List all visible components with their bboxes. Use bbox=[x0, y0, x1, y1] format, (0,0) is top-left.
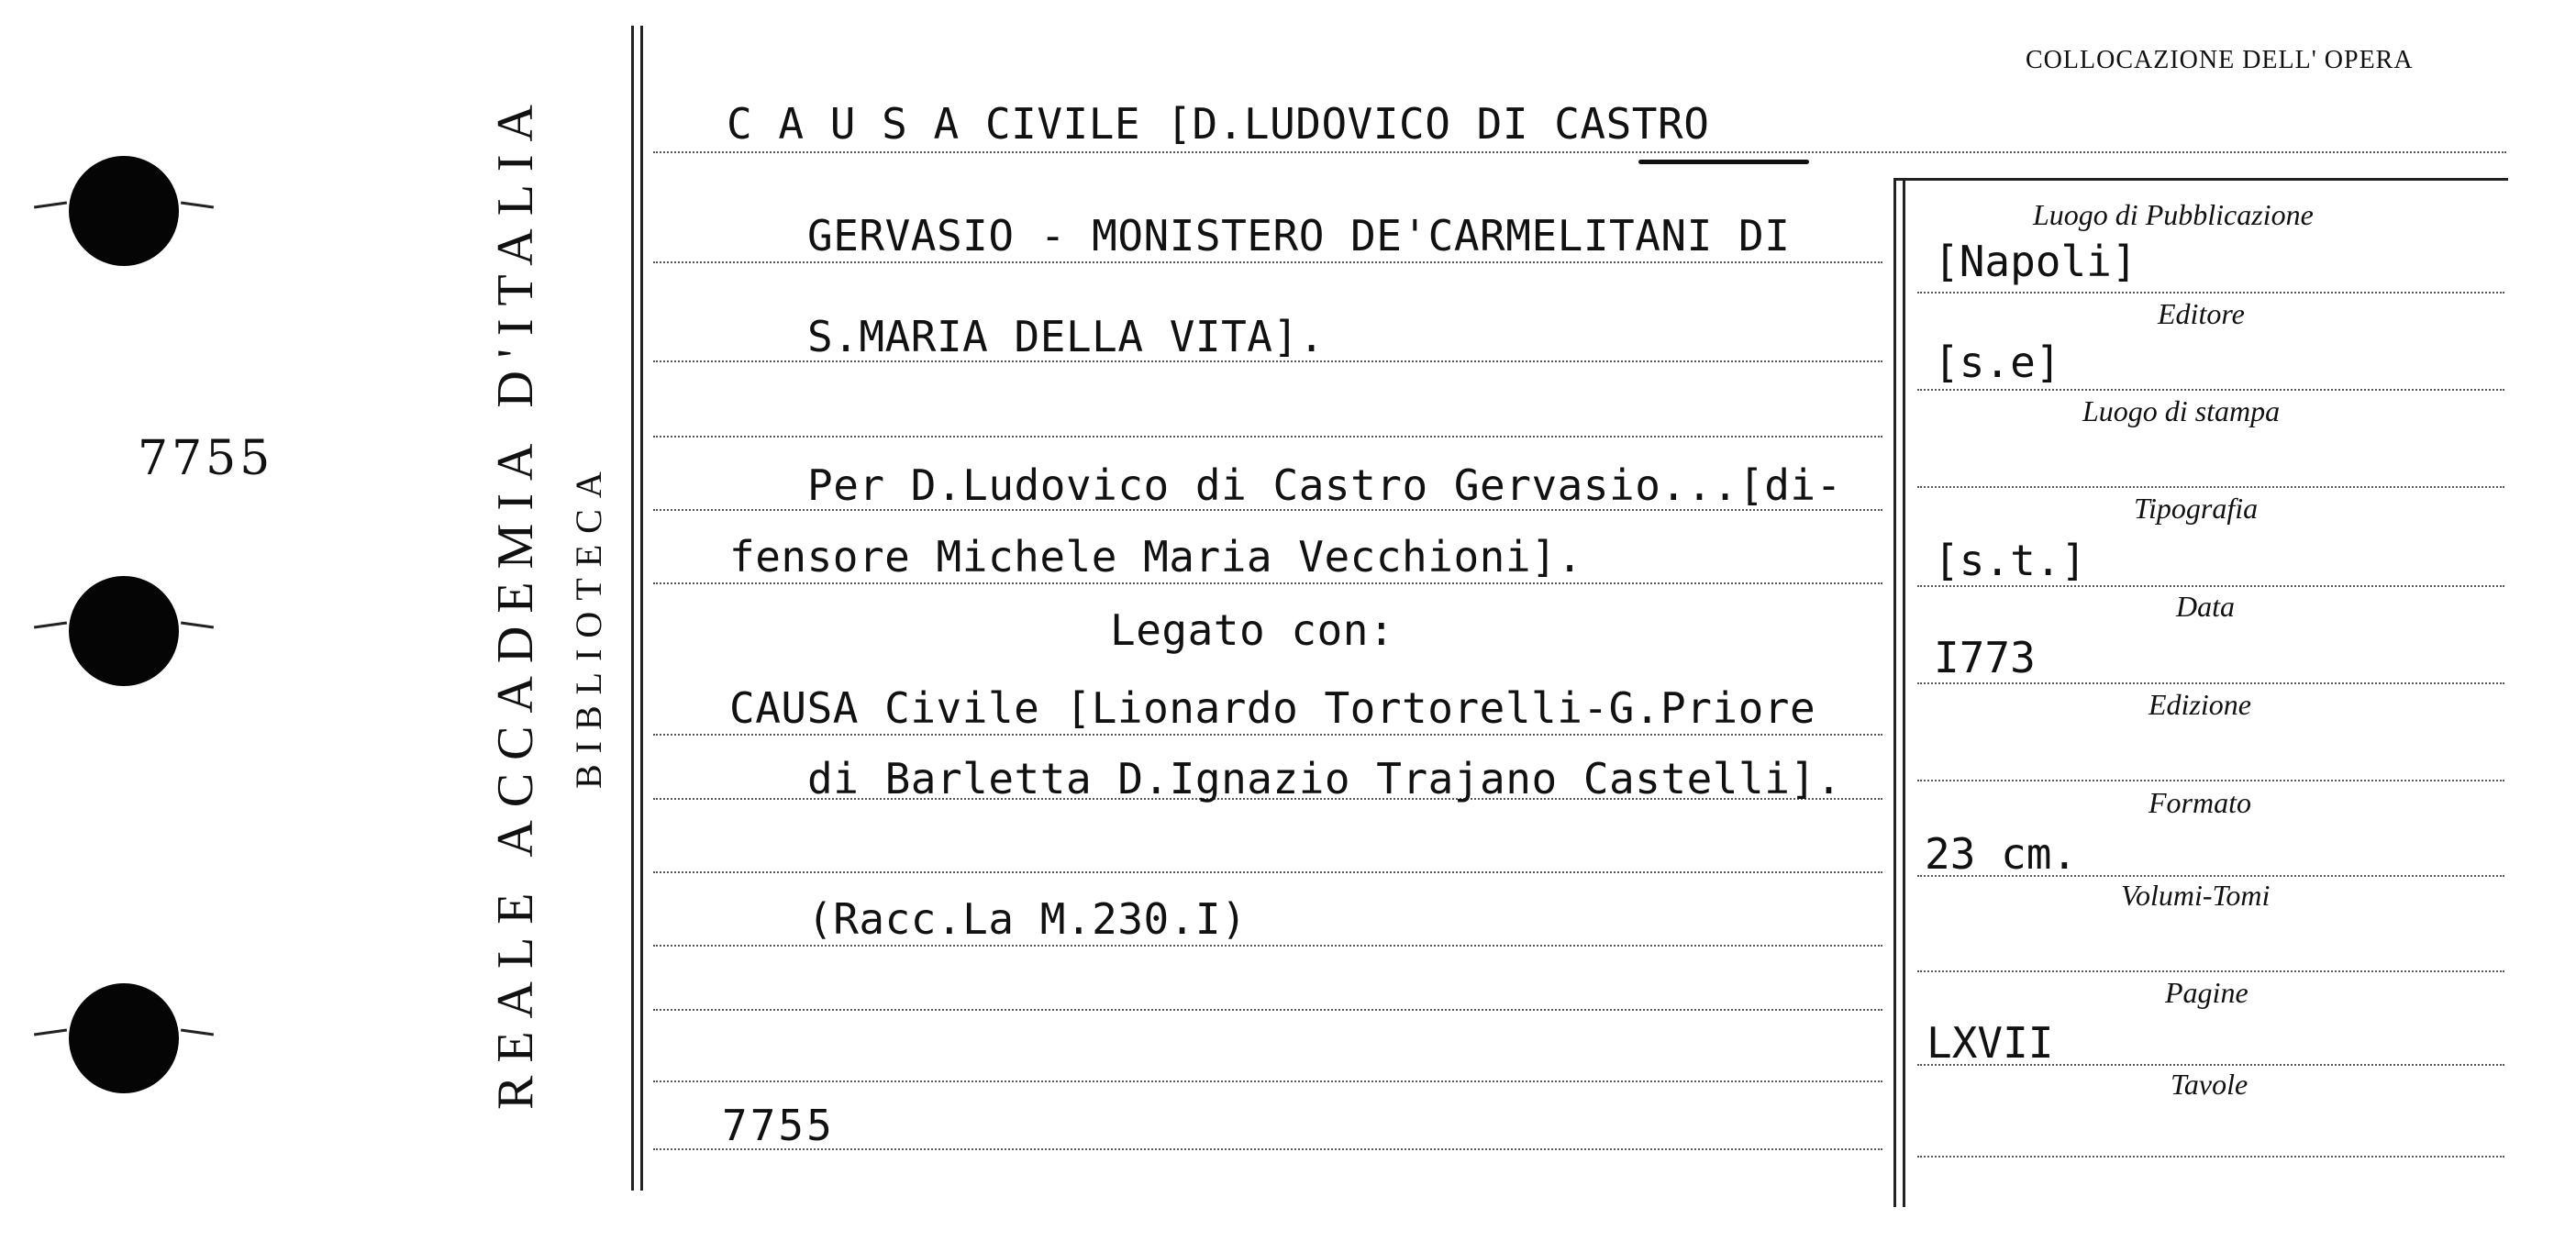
field-value-pagine: LXVII bbox=[1926, 1018, 2054, 1068]
field-rule-4 bbox=[1917, 682, 2504, 684]
field-rule-7 bbox=[1917, 970, 2504, 972]
field-rule-1 bbox=[1917, 389, 2504, 391]
punch-hole-bottom bbox=[69, 983, 179, 1093]
entry-rule-7 bbox=[653, 734, 1882, 736]
field-label-volumi-tomi: Volumi-Tomi bbox=[2121, 879, 2271, 912]
entry-line-6: Legato con: bbox=[1110, 605, 1395, 655]
panel-double-rule-b bbox=[1903, 180, 1905, 1207]
left-double-rule-a bbox=[631, 26, 634, 1191]
field-label-edizione: Edizione bbox=[2149, 688, 2251, 721]
entry-rule-5 bbox=[653, 582, 1882, 584]
institution-name: REALE ACCADEMIA D'ITALIA bbox=[487, 92, 544, 1110]
field-rule-6 bbox=[1917, 875, 2504, 877]
entry-rule-11 bbox=[653, 1009, 1882, 1011]
field-value-editore: [s.e] bbox=[1934, 338, 2061, 387]
field-label-pagine: Pagine bbox=[2165, 976, 2248, 1009]
field-label-data: Data bbox=[2176, 590, 2235, 623]
field-label-tipografia: Tipografia bbox=[2134, 492, 2259, 525]
entry-rule-3 bbox=[653, 436, 1882, 438]
field-label-luogo-pubblicazione: Luogo di Pubblicazione bbox=[2033, 198, 2314, 231]
field-value-tipografia: [s.t.] bbox=[1934, 536, 2087, 585]
location-label: COLLOCAZIONE DELL' OPERA bbox=[2026, 46, 2414, 74]
entry-line-2: S.MARIA DELLA VITA]. bbox=[807, 312, 1325, 361]
field-rule-5 bbox=[1917, 780, 2504, 781]
entry-line-8: di Barletta D.Ignazio Trajano Castelli]. bbox=[807, 754, 1842, 803]
punch-hole-middle bbox=[69, 576, 179, 686]
entry-line-5: fensore Michele Maria Vecchioni]. bbox=[729, 532, 1583, 582]
institution-department: BIBLIOTECA bbox=[568, 460, 609, 789]
entry-rule-12 bbox=[653, 1080, 1882, 1082]
field-rule-9 bbox=[1917, 1156, 2504, 1158]
field-rule-8 bbox=[1917, 1064, 2504, 1066]
entry-rule-13 bbox=[653, 1148, 1882, 1150]
entry-rule-0 bbox=[653, 151, 2506, 153]
entry-line-1: GERVASIO - MONISTERO DE'CARMELITANI DI bbox=[807, 211, 1791, 260]
field-rule-3 bbox=[1917, 585, 2504, 587]
field-label-tavole: Tavole bbox=[2171, 1068, 2248, 1101]
panel-double-rule-a bbox=[1893, 180, 1896, 1207]
entry-underline bbox=[1638, 160, 1809, 164]
field-rule-0 bbox=[1917, 292, 2504, 294]
entry-line-0: C A U S A CIVILE [D.LUDOVICO DI CASTRO bbox=[727, 99, 1710, 149]
punch-hole-top bbox=[69, 156, 179, 266]
field-label-luogo-stampa: Luogo di stampa bbox=[2082, 394, 2281, 427]
field-label-formato: Formato bbox=[2149, 786, 2251, 819]
panel-top-rule bbox=[1893, 178, 2508, 181]
entry-rule-1 bbox=[653, 261, 1882, 263]
entry-line-10: (Racc.La M.230.I) bbox=[807, 894, 1248, 944]
field-value-data: I773 bbox=[1934, 633, 2036, 682]
entry-line-4: Per D.Ludovico di Castro Gervasio...[di- bbox=[807, 460, 1842, 510]
field-label-editore: Editore bbox=[2158, 297, 2245, 330]
left-margin-number: 7755 bbox=[138, 431, 274, 486]
field-value-formato: 23 cm. bbox=[1925, 829, 2078, 879]
entry-line-13: 7755 bbox=[722, 1101, 835, 1150]
field-value-luogo-pubblicazione: [Napoli] bbox=[1934, 237, 2137, 286]
field-rule-2 bbox=[1917, 486, 2504, 488]
entry-rule-9 bbox=[653, 871, 1882, 873]
entry-line-7: CAUSA Civile [Lionardo Tortorelli-G.Priore bbox=[729, 683, 1816, 733]
entry-rule-10 bbox=[653, 945, 1882, 947]
left-double-rule-b bbox=[640, 26, 643, 1191]
